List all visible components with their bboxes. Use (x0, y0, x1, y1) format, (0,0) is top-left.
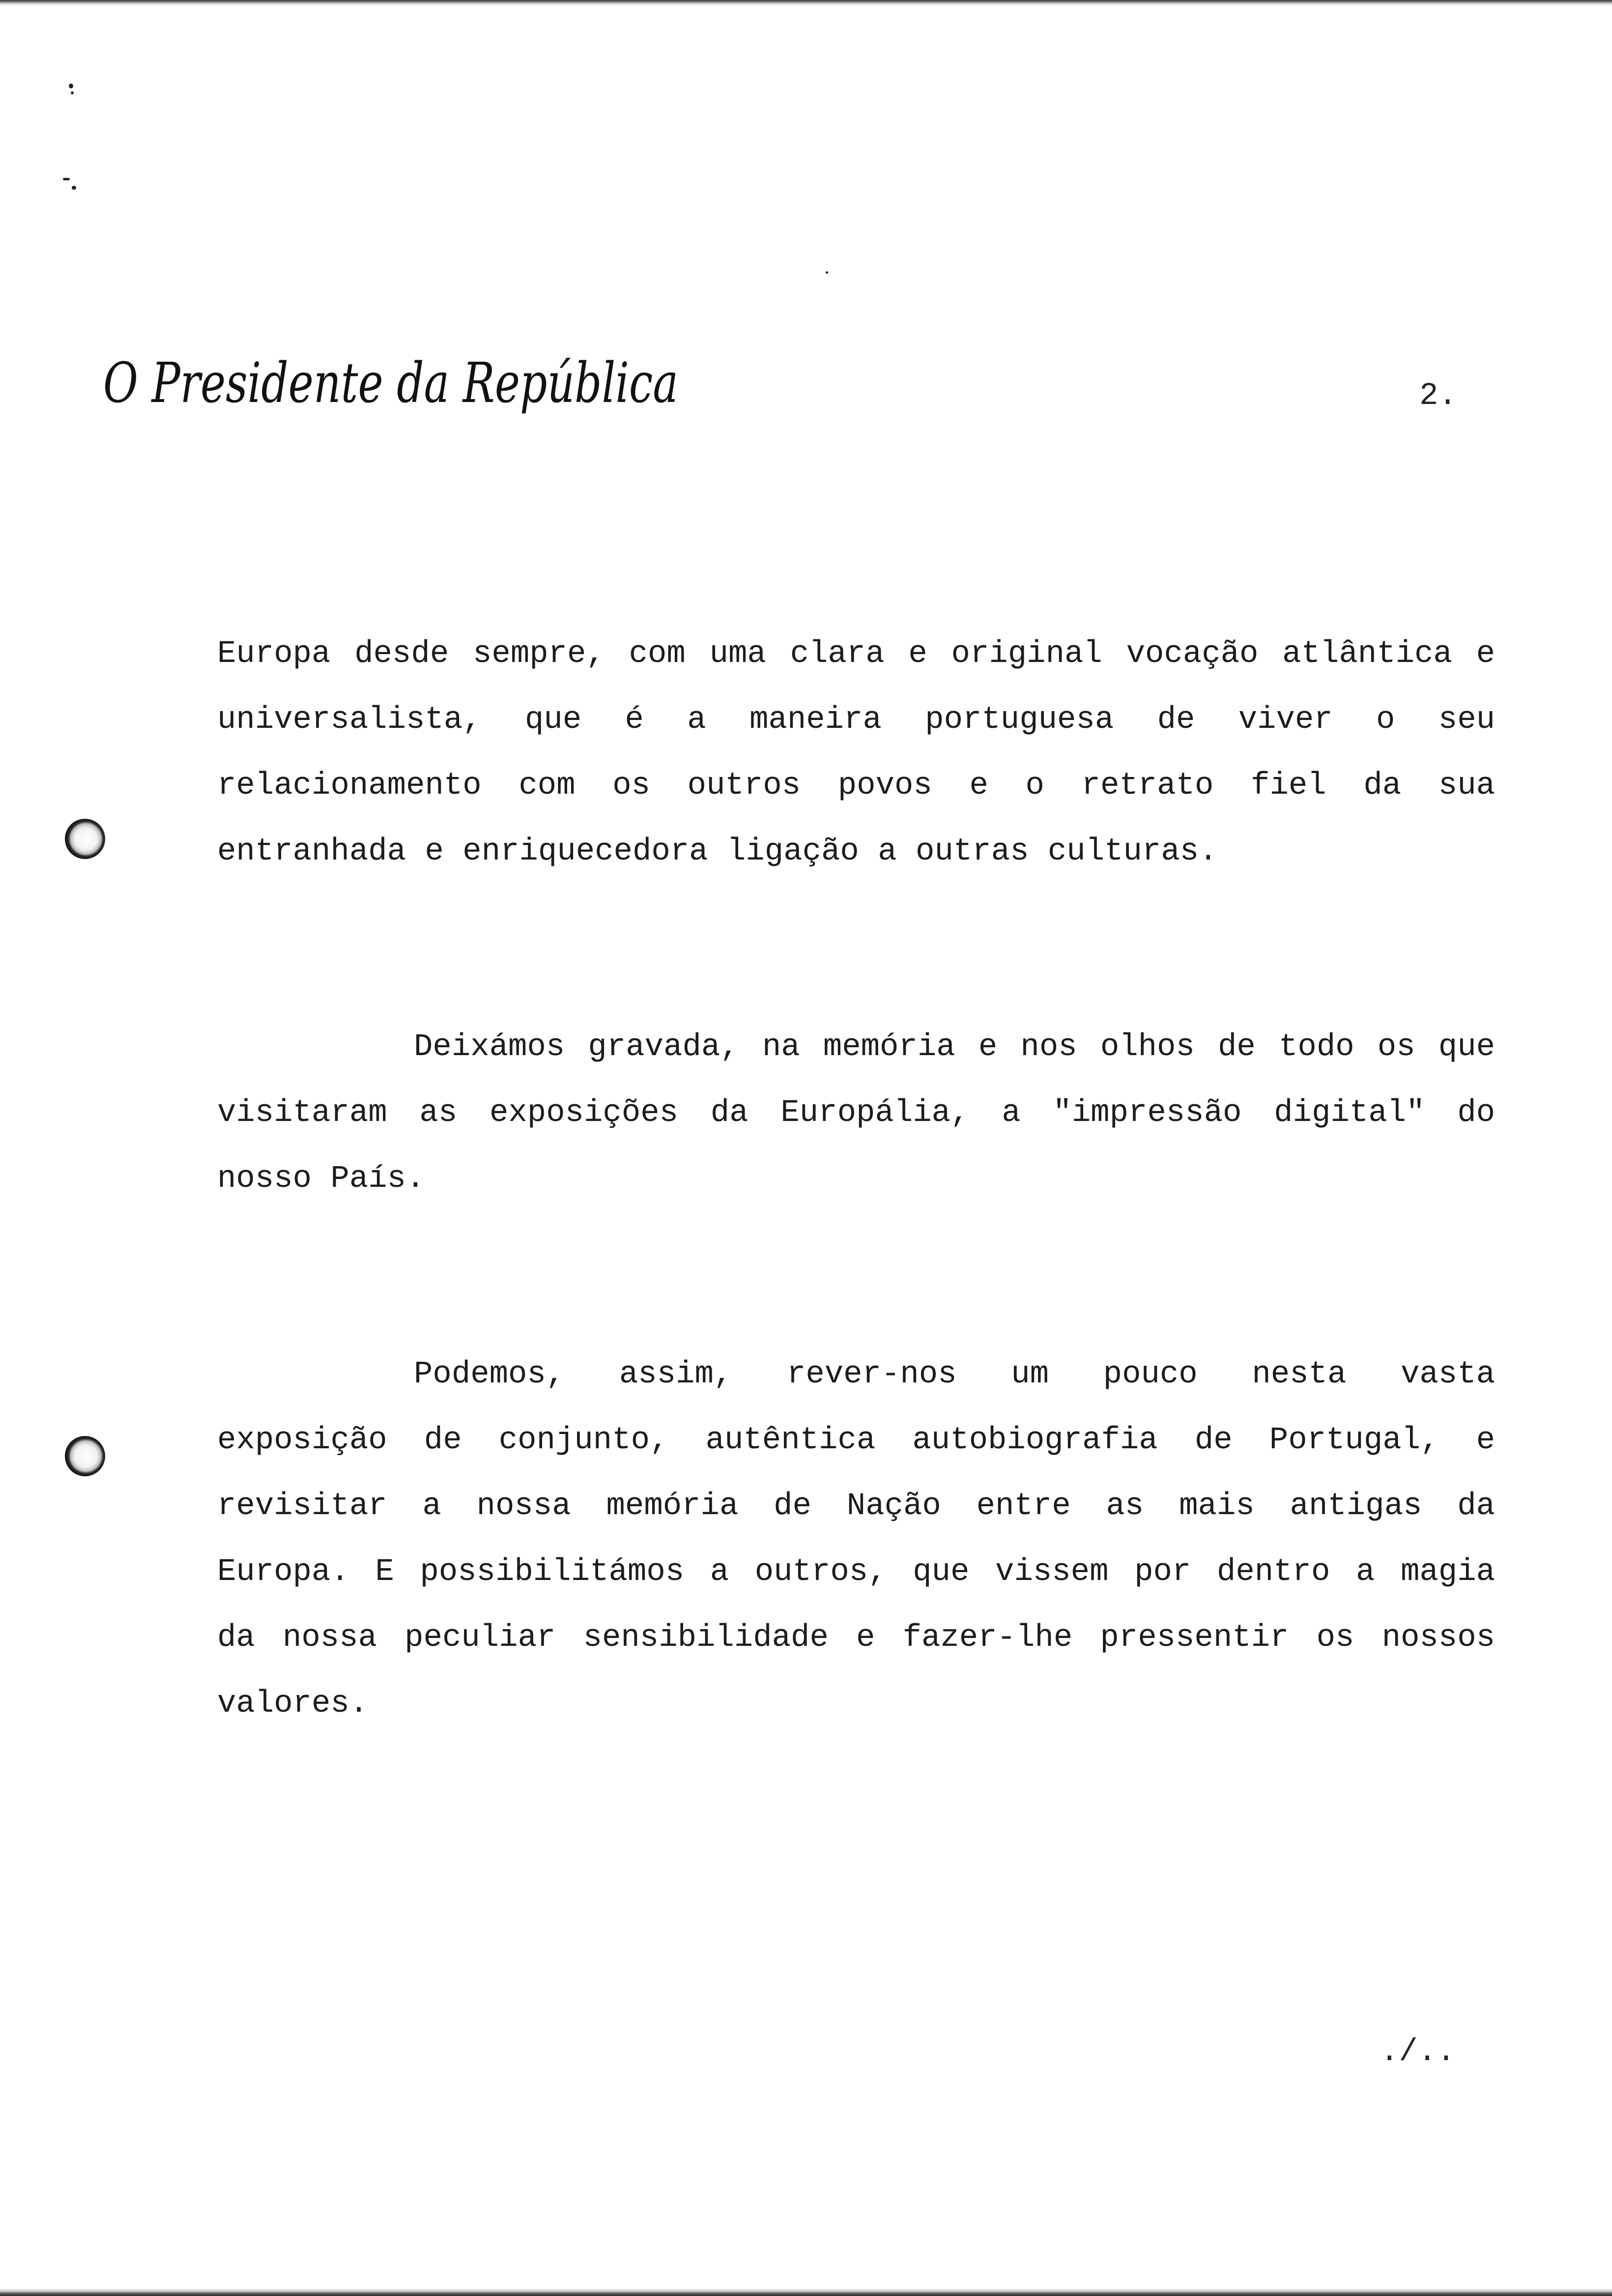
punch-hole-upper (65, 819, 105, 859)
paragraph-2 (217, 1014, 1495, 1212)
letterhead (103, 348, 693, 431)
paragraph-1 (217, 621, 1495, 885)
text-line: Europa desde sempre, com uma clara e original vocação atlântica e (217, 636, 1495, 672)
punch-hole-lower (65, 1436, 105, 1476)
letterhead-script (103, 348, 693, 431)
scan-edge-bottom (0, 2288, 1612, 2296)
text-line: visitaram as exposições da Europália, a "impressão digital" do (217, 1095, 1495, 1131)
continuation-mark: ./.. (1380, 2035, 1456, 2070)
text-line: entranhada e enriquecedora ligação a outras culturas. (217, 834, 1218, 869)
text-line: nosso País. (217, 1161, 425, 1197)
text-line: Europa. E possibilitámos a outros, que vissem por dentro a magia (217, 1554, 1495, 1590)
text-line: da nossa peculiar sensibilidade e fazer-lhe pressentir os nossos (217, 1620, 1495, 1656)
scan-edge-top (0, 0, 1612, 6)
text-line: relacionamento com os outros povos e o retrato fiel da sua (217, 768, 1495, 804)
scan-speck (71, 91, 74, 94)
paragraph-3 (217, 1342, 1495, 1737)
page-number: 2. (1419, 378, 1457, 414)
text-line: Deixámos gravada, na memória e nos olhos de todo os que (414, 1030, 1495, 1065)
scan-speck (72, 186, 76, 190)
scan-speck (63, 178, 70, 180)
text-line: Podemos, assim, rever-nos um pouco nesta vasta (414, 1357, 1495, 1392)
letterhead-text: O Presidente da República (103, 351, 678, 415)
scan-speck (69, 84, 73, 88)
text-line: valores. (217, 1686, 369, 1722)
text-line: universalista, que é a maneira portuguesa de viver o seu (217, 702, 1495, 738)
text-line: revisitar a nossa memória de Nação entre as mais antigas da (217, 1489, 1495, 1524)
scan-speck (826, 271, 828, 274)
text-line: exposição de conjunto, autêntica autobiografia de Portugal, e (217, 1423, 1495, 1458)
